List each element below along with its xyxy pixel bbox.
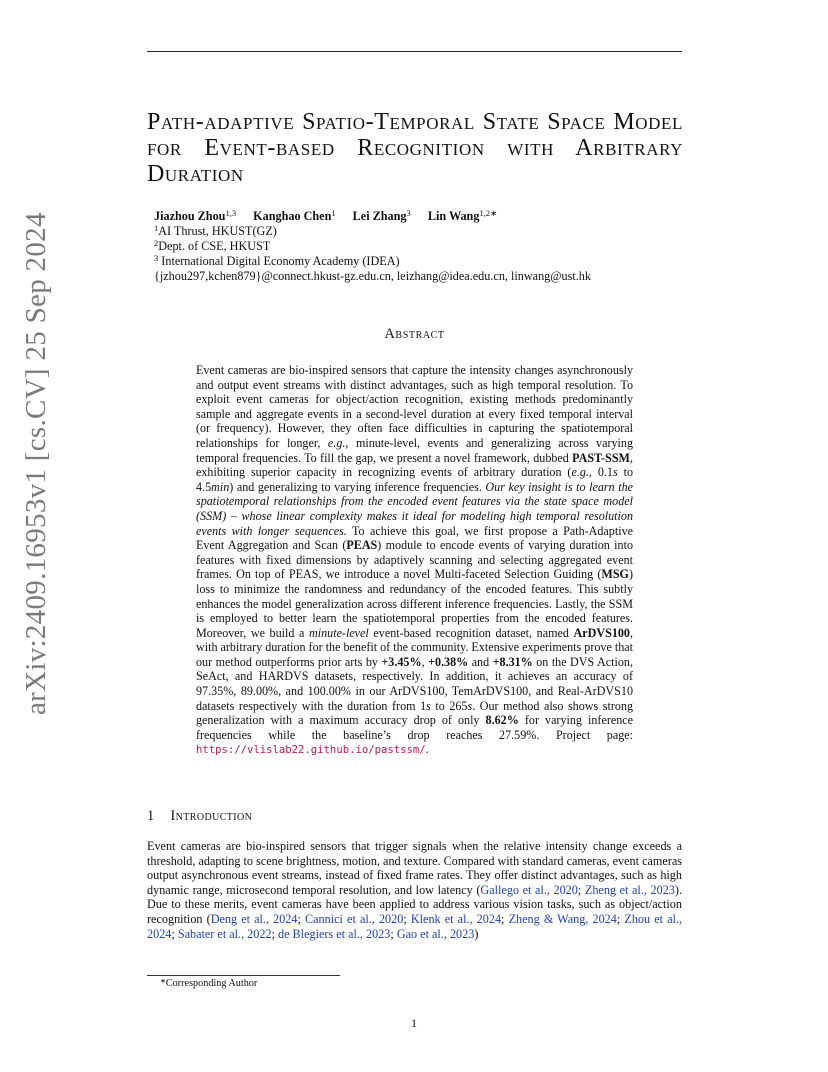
citation-link[interactable]: Sabater et al., 2022 <box>177 926 272 941</box>
citation-link[interactable]: Zheng et al., 2023 <box>584 882 675 897</box>
author: Kanghao Chen$^1$ <box>253 208 336 223</box>
introduction-paragraph: Event cameras are bio-inspired sensors that trigger signals when the relative intensity change exceeds a threshold, adapting to scene brightness, motion, and texture. Compared with standard cameras, event cameras output asynchronous event streams, instead of fixed frame rates. They offer distinct advantages, such as high dynamic range, microsecond temporal resolution, and low latency (Gallego et al., 2020; Zheng et al., 2023). Due to these merits, event cameras have been applied to address various vision tasks, such as object/action recognition (Deng et al., 2024; Cannici et al., 2020; Klenk et al., 2024; Zheng & Wang, 2024; Zhou et al., 2024; Sabater et al., 2022; de Blegiers et al., 2023; Gao et al., 2023) <box>147 839 683 941</box>
citation-link[interactable]: Gallego et al., 2020 <box>480 882 578 897</box>
citation-link[interactable]: Zheng & Wang, 2024 <box>508 911 617 926</box>
citation-link[interactable]: de Blegiers et al., 2023 <box>278 926 391 941</box>
footnote-rule <box>147 975 340 976</box>
author: Lin Wang$^{1,2∗}$ <box>427 208 498 223</box>
footnote: ∗Corresponding Author <box>160 977 258 989</box>
page-number: 1 <box>411 1016 417 1030</box>
citation-link[interactable]: Zhou et al., 2024 <box>147 911 683 941</box>
citation-link[interactable]: Deng et al., 2024 <box>210 911 298 926</box>
abstract-heading: Abstract <box>384 326 445 342</box>
author: Lei Zhang$^3$ <box>352 208 411 223</box>
author-emails: {jzhou297,kchen879}@connect.hkust-gz.edu.cn, leizhang@idea.edu.cn, linwang@ust.hk <box>154 269 591 283</box>
author-list <box>154 209 674 224</box>
abstract-text: Event cameras are bio-inspired sensors that capture the intensity changes asynchronously and output event streams with distinct advantages, such as high temporal resolution. To exploit event cameras for object/action recognition, existing methods predominantly sample and aggregate events in a second-level duration at every fixed temporal interval (or frequency). However, they often face difficulties in capturing the spatiotemporal relationships for longer, e.g., minute-level, events and generalizing across varying temporal frequencies. To fill the gap, we present a novel framework, dubbed PAST-SSM, exhibiting superior capacity in recognizing events of arbitrary duration (e.g., 0.1s to 4.5min) and generalizing to varying inference frequencies. Our key insight is to learn the spatiotemporal relationships from the encoded event features via the state space model (SSM) – whose linear complexity makes it ideal for modeling high temporal resolution events with longer sequences. To achieve this goal, we first propose a Path-Adaptive Event Aggregation and Scan (PEAS) module to encode events of varying duration into features with fixed dimensions by adaptively scanning and selecting aggregated event frames. On top of PEAS, we introduce a novel Multi-faceted Selection Guiding (MSG) loss to minimize the randomness and redundancy of the encoded features. This subtly enhances the model generalization across different inference frequencies. Lastly, the SSM is employed to better learn the spatiotemporal properties from the encoded features. Moreover, we build a minute-level event-based recognition dataset, named ArDVS100, with arbitrary duration for the benefit of the community. Extensive experiments prove that our method outperforms prior arts by +3.45%, +0.38% and +8.31% on the DVS Action, SeAct, and HARDVS datasets, respectively. In addition, it achieves an accuracy of 97.35%, 89.00%, and 100.00% in our ArDVS100, TemArDVS100, and Real-ArDVS10 datasets respectively with the duration from 1s to 265s. Our method also shows strong generalization with a maximum accuracy drop of only 8.62% for varying inference frequencies while the baseline’s drop reaches 27.59%. Project page: https://vlislab22.github.io/pastssm/. <box>196 363 633 757</box>
arxiv-identifier: arXiv:2409.16953v1 [cs.CV] 25 Sep 2024 <box>20 212 52 715</box>
citation-link[interactable]: Gao et al., 2023 <box>396 926 475 941</box>
citation-link[interactable]: Klenk et al., 2024 <box>410 911 502 926</box>
author-block <box>154 209 674 284</box>
paper-title: Path-adaptive Spatio-Temporal State Space Model for Event-based Recognition with Arbitrary Duration <box>147 109 683 187</box>
affiliation: $^1$AI Thrust, HKUST(GZ) <box>154 223 277 238</box>
citation-link[interactable]: Cannici et al., 2020 <box>305 911 404 926</box>
project-page-link[interactable]: https://vlislab22.github.io/pastssm/ <box>196 744 426 757</box>
author: Jiazhou Zhou$^{1,3}$ <box>154 208 237 223</box>
affiliation: $^3$ International Digital Economy Academy (IDEA) <box>154 253 400 268</box>
top-rule <box>147 51 682 52</box>
section-heading-introduction: 1 Introduction <box>147 808 253 824</box>
affiliation: $^2$Dept. of CSE, HKUST <box>154 238 271 253</box>
